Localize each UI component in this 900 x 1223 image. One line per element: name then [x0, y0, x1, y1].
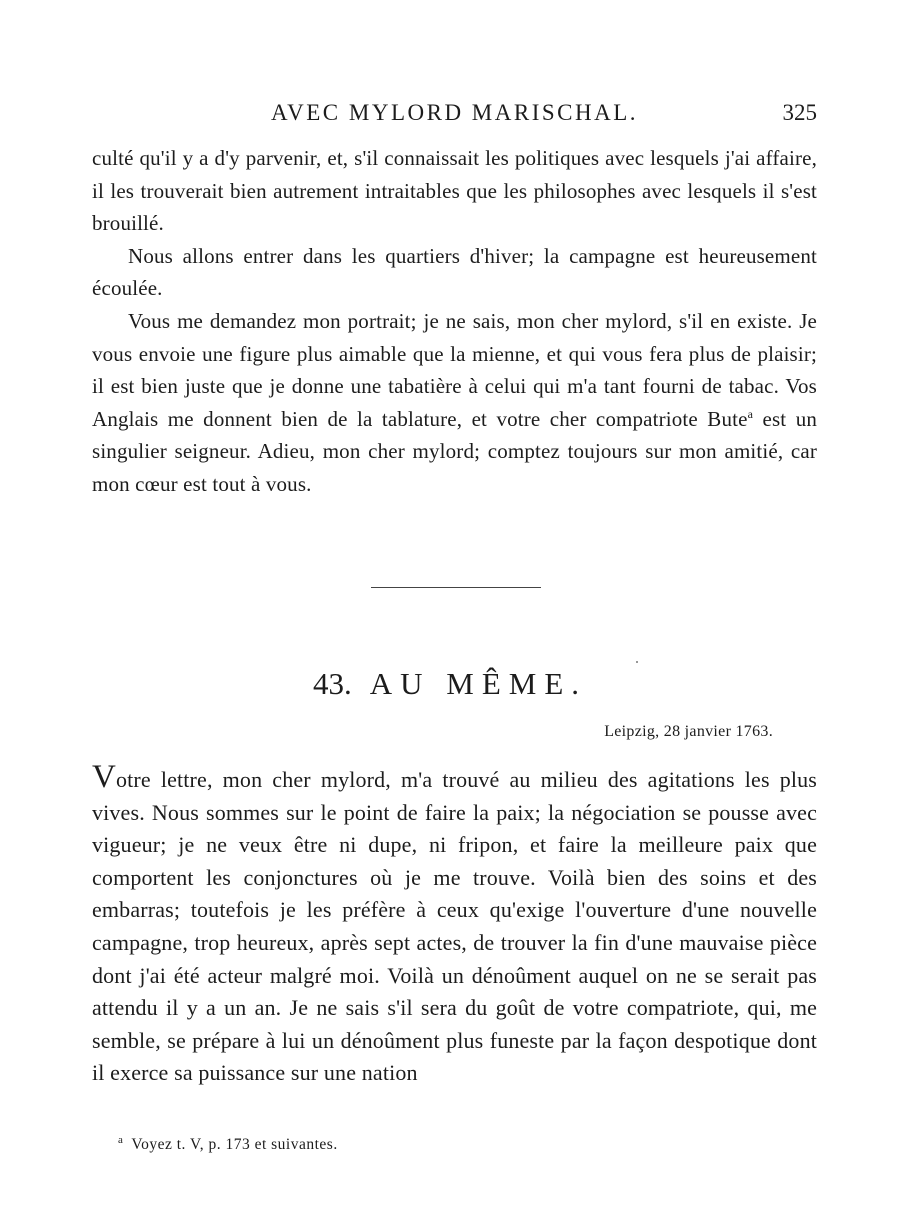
paragraph-text: Vous me demandez mon portrait; je ne sais, mon cher mylord, s'il en existe. Je vous envoie une figure plus aimable que la mienne, et qui vous fera plus de plaisir; il est bien juste que je donne une tabatière à celui qui m'a tant fourni de tabac. Vos Anglais me donnent bien de la tablature, et votre cher compatriote Bute	[92, 308, 817, 431]
paragraph	[92, 761, 817, 1090]
footnote	[118, 1134, 338, 1154]
previous-letter-text	[92, 142, 817, 501]
letter-body	[92, 761, 817, 1090]
letter-dateline: Leipzig, 28 janvier 1763.	[604, 723, 773, 740]
paragraph: culté qu'il y a d'y parvenir, et, s'il connaissait les politiques avec lesquels j'ai affaire, il les trouverait bien autrement intraitables que les philosophes avec lesquels il s'est brouillé.	[92, 146, 817, 236]
footnote-mark: a	[118, 1134, 124, 1146]
letter-number: 43.	[312, 666, 352, 701]
paragraph: Nous allons entrer dans les quartiers d'hiver; la campagne est heureusement écoulée.	[92, 243, 817, 301]
footnote-reference: a	[747, 406, 754, 421]
running-title: AVEC MYLORD MARISCHAL.	[270, 100, 639, 125]
drop-capital: V	[92, 759, 116, 795]
letter-heading	[0, 666, 900, 702]
section-separator-rule	[371, 587, 541, 588]
page-number: 325	[782, 100, 817, 125]
running-head	[92, 100, 817, 132]
footnote-text: Voyez t. V, p. 173 et suivantes.	[131, 1136, 338, 1154]
paragraph	[92, 305, 817, 501]
letter-title: AU MÊME.	[369, 666, 588, 701]
paper-speck	[636, 661, 638, 663]
paragraph-text: est un singulier seigneur. Adieu, mon cher mylord; comptez toujours sur mon amitié, car mon cœur est tout à vous.	[92, 406, 817, 496]
paragraph-text: otre lettre, mon cher mylord, m'a trouvé au milieu des agitations les plus vives. Nous sommes sur le point de faire la paix; la négociation se pousse avec vigueur; je ne veux être ni dupe, ni fripon, et faire la meilleure paix que comportent les conjonctures où je me trouve. Voilà bien des soins et des embarras; toutefois je les préfère à ceux qu'exige l'ouverture d'une nouvelle campagne, trop heureux, après sept actes, de trouver la fin d'une mauvaise pièce dont j'ai été acteur malgré moi. Voilà un dénoûment auquel on ne se serait pas attendu il y a un an. Je ne sais s'il sera du goût de votre compatriote, qui, me semble, se prépare à lui un dénoûment plus funeste par la façon despotique dont il exerce sa puissance sur une nation	[92, 767, 817, 1086]
